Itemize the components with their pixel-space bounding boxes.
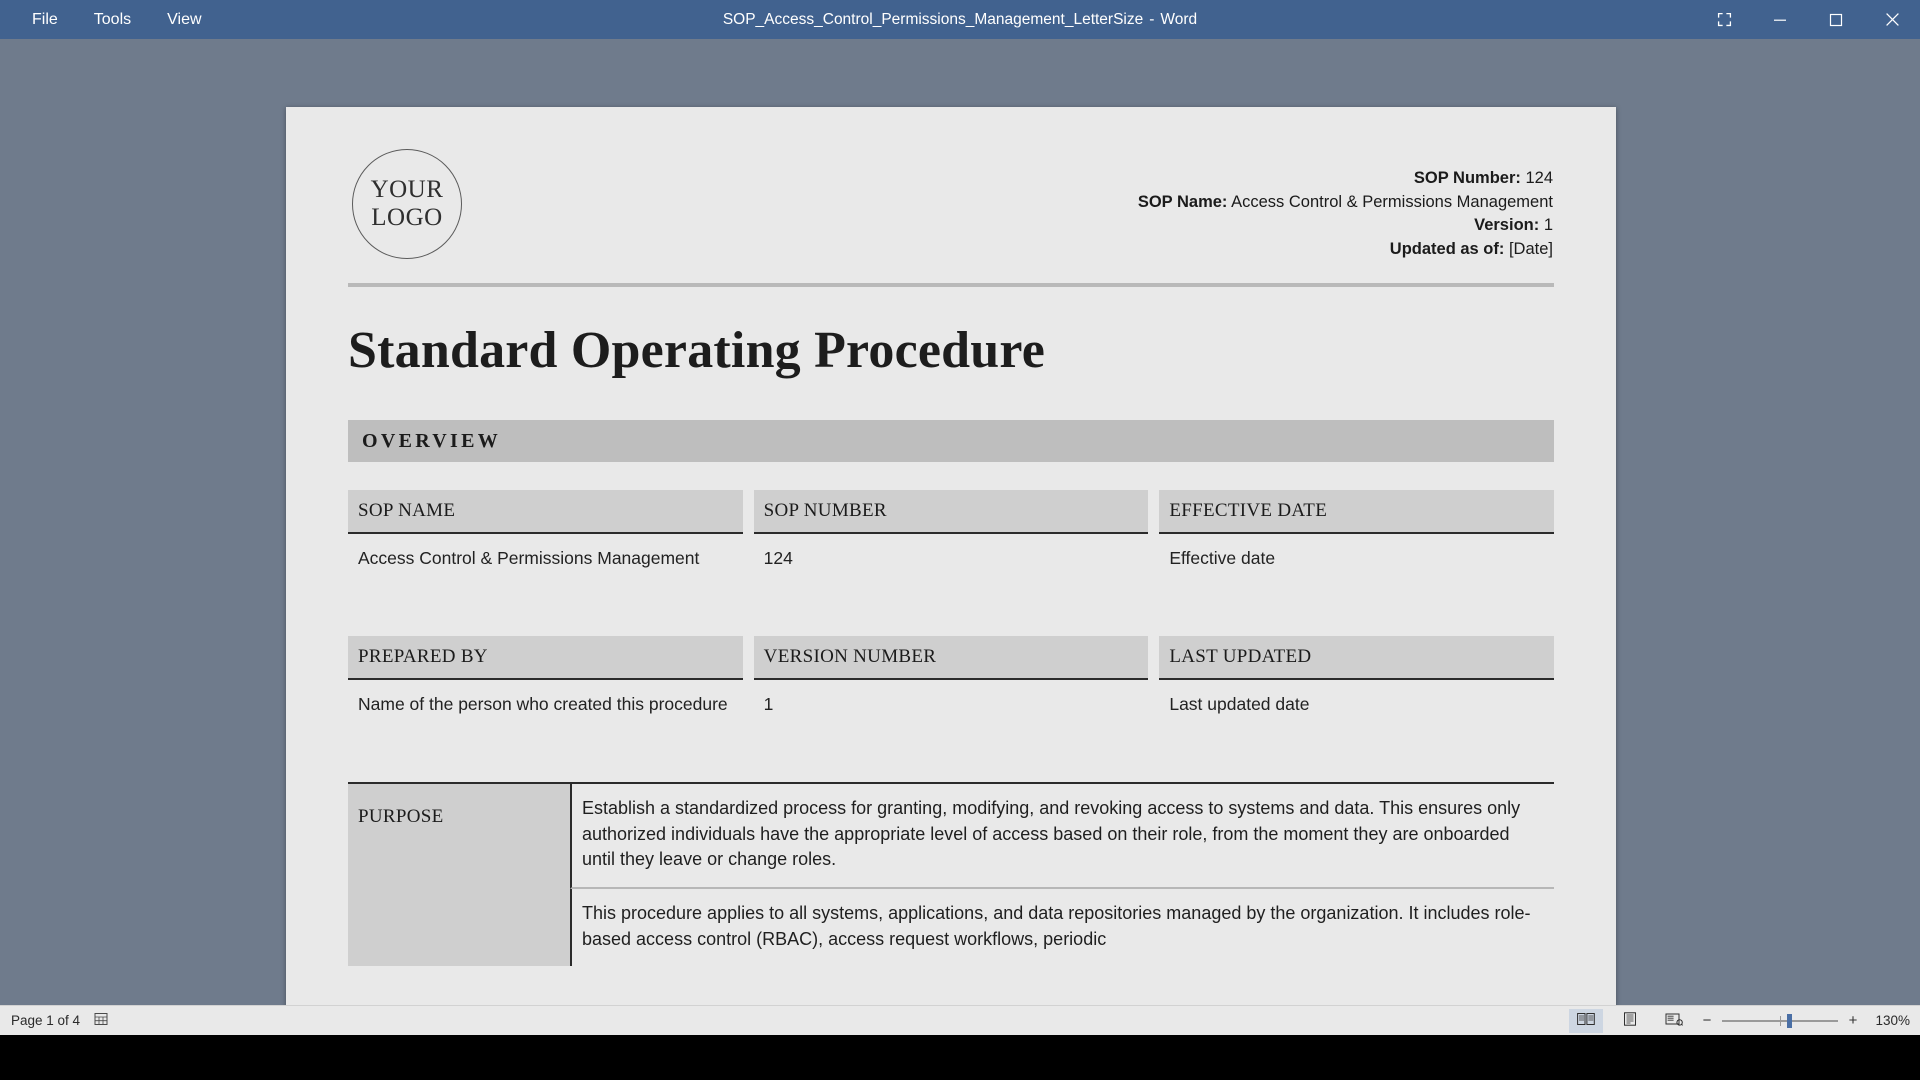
logo-line-2: LOGO	[371, 204, 443, 231]
window-title-app: Word	[1160, 10, 1198, 28]
menu-bar	[14, 0, 220, 39]
logo-placeholder	[352, 149, 462, 259]
info-value-prepared-by[interactable]: Name of the person who created this procedure	[358, 694, 728, 715]
fullscreen-icon	[1717, 12, 1732, 27]
zoom-slider[interactable]	[1722, 1013, 1838, 1029]
print-layout-icon	[1622, 1012, 1638, 1029]
info-header-sop-name: SOP NAME	[348, 490, 743, 534]
info-header-effective-date: EFFECTIVE DATE	[1159, 490, 1554, 534]
status-bar	[0, 1005, 1920, 1035]
header-divider	[348, 283, 1554, 287]
minimize-icon	[1773, 13, 1787, 27]
document-header	[346, 107, 1556, 261]
view-print-layout-button[interactable]	[1613, 1009, 1647, 1033]
info-row-2	[348, 636, 1554, 754]
meta-sop-number	[1138, 167, 1553, 191]
web-layout-icon	[1665, 1012, 1683, 1029]
window-title	[0, 0, 1920, 39]
restore-icon	[1829, 13, 1843, 27]
word-count-icon[interactable]	[94, 1012, 108, 1029]
row-label-purpose: PURPOSE	[348, 784, 570, 889]
meta-updated-label: Updated as of:	[1389, 239, 1505, 258]
info-row-1	[348, 490, 1554, 608]
close-icon	[1885, 12, 1900, 27]
info-header-version-number: VERSION NUMBER	[754, 636, 1149, 680]
close-button[interactable]	[1864, 0, 1920, 39]
page-indicator[interactable]: Page 1 of 4	[11, 1013, 81, 1028]
info-cell-prepared-by	[348, 636, 743, 754]
minimize-button[interactable]	[1752, 0, 1808, 39]
window-controls	[1696, 0, 1920, 39]
zoom-out-button[interactable]: −	[1702, 1012, 1712, 1029]
window-title-separator: -	[1149, 10, 1155, 28]
section-heading-overview: OVERVIEW	[348, 420, 1554, 462]
fullscreen-button[interactable]	[1696, 0, 1752, 39]
meta-sop-number-value: 124	[1525, 169, 1553, 187]
meta-sop-name	[1138, 191, 1553, 215]
purpose-scope-table	[348, 782, 1554, 966]
meta-version	[1138, 214, 1553, 238]
zoom-level-label[interactable]: 130%	[1875, 1013, 1910, 1028]
info-cell-last-updated	[1159, 636, 1554, 754]
row-label-scope	[348, 889, 570, 966]
window-title-document: SOP_Access_Control_Permissions_Management_LetterSize	[722, 10, 1144, 28]
table-row	[348, 889, 1554, 966]
info-cell-version-number	[754, 636, 1149, 754]
info-value-effective-date[interactable]: Effective date	[1169, 548, 1276, 569]
meta-updated	[1138, 238, 1553, 262]
meta-sop-name-value: Access Control & Permissions Management	[1231, 192, 1553, 211]
logo-line-1: YOUR	[370, 176, 444, 203]
row-text-purpose[interactable]: Establish a standardized process for granting, modifying, and revoking access to systems and data. This ensures only authorized individuals have the appropriate level of access based on their role, from the moment they are onboarded until they leave or change roles.	[570, 784, 1554, 889]
info-cell-sop-number	[754, 490, 1149, 608]
meta-version-label: Version:	[1474, 216, 1540, 235]
menu-file[interactable]: File	[32, 10, 58, 28]
read-mode-icon	[1577, 1012, 1595, 1029]
document-canvas[interactable]	[0, 39, 1920, 1005]
desktop-bottom-area	[0, 1035, 1920, 1080]
row-text-scope[interactable]: This procedure applies to all systems, applications, and data repositories managed by the organization. It includes role-based access control (RBAC), access request workflows, periodic	[570, 889, 1554, 966]
document-page[interactable]	[286, 107, 1616, 1005]
meta-sop-name-label: SOP Name:	[1137, 192, 1228, 211]
zoom-slider-handle[interactable]	[1787, 1014, 1792, 1028]
page-content	[286, 107, 1616, 966]
info-header-last-updated: LAST UPDATED	[1159, 636, 1554, 680]
view-web-layout-button[interactable]	[1657, 1009, 1691, 1033]
info-value-last-updated[interactable]: Last updated date	[1169, 694, 1310, 715]
info-value-sop-number[interactable]: 124	[763, 548, 793, 569]
info-header-sop-number: SOP NUMBER	[754, 490, 1149, 534]
view-read-mode-button[interactable]	[1569, 1009, 1603, 1033]
zoom-control	[1701, 1012, 1910, 1029]
title-bar	[0, 0, 1920, 39]
meta-sop-number-label: SOP Number:	[1413, 169, 1521, 187]
meta-updated-value: [Date]	[1508, 239, 1553, 258]
status-bar-left	[0, 1012, 108, 1029]
status-bar-right	[1569, 1009, 1910, 1033]
menu-tools[interactable]: Tools	[93, 10, 132, 28]
info-header-prepared-by: PREPARED BY	[348, 636, 743, 680]
info-value-sop-name[interactable]: Access Control & Permissions Management	[358, 548, 700, 569]
zoom-in-button[interactable]: +	[1848, 1012, 1858, 1029]
menu-view[interactable]: View	[167, 10, 202, 28]
meta-version-value: 1	[1543, 216, 1553, 235]
header-meta-block	[1138, 149, 1556, 261]
info-cell-effective-date	[1159, 490, 1554, 608]
info-value-version-number[interactable]: 1	[763, 694, 774, 715]
restore-button[interactable]	[1808, 0, 1864, 39]
info-cell-sop-name	[348, 490, 743, 608]
zoom-slider-midpoint	[1780, 1016, 1781, 1026]
page-title: Standard Operating Procedure	[348, 322, 1046, 380]
table-row	[348, 784, 1554, 889]
